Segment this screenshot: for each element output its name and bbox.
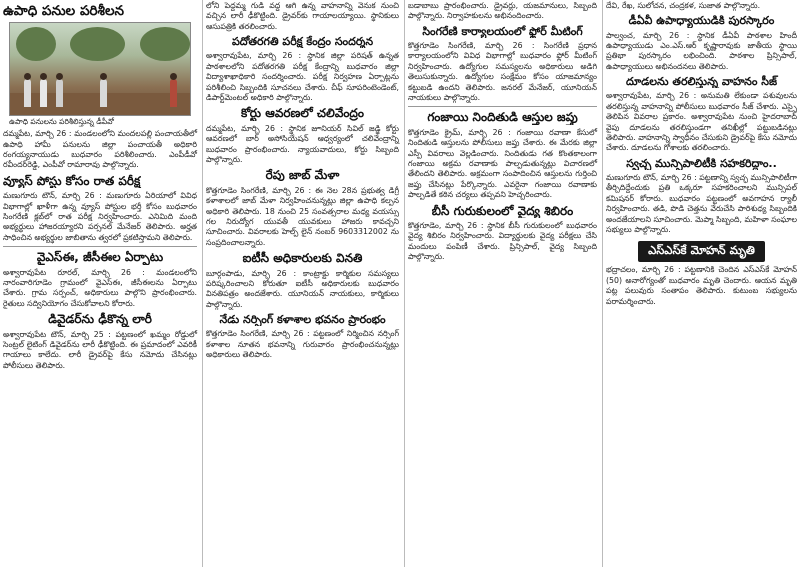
story-text: అశ్వారావుపేట రూరల్, మార్చి 26 : మండలంలోని నారంవారిగూడెం గ్రామంలో వైఎస్ఈ, జీసీఈలను ఏర్పాటు చేశారు. గ్రామ సర్పంచ్, అధికారులు పాల్గొని ప్రారంభించారు. రైతులు సద్వినియోగం చేసుకోవాలని కోరారు.	[3, 267, 197, 308]
column-4	[602, 0, 800, 567]
headline-lorry-divider: డివైడర్‌ను ఢీకొన్న లారీ	[48, 312, 152, 327]
column-3	[404, 0, 600, 567]
headline-vehicle-seized: దూడలను తరలిస్తున్న వాహనం సీజ్	[625, 75, 777, 89]
story-text: కొత్తగూడెం సింగరేణి, మార్చి 26 : పట్టణంలో నిర్మించిన నర్సింగ్ కళాశాల నూతన భవనాన్ని గురువారం ప్రారంభించనున్నట్లు అధికారులు తెలిపారు.	[206, 329, 399, 360]
obituary-heading-wrap	[606, 238, 797, 265]
headline-views-post: వ్యూస్ పోస్టు కోసం రాత పరీక్ష	[3, 173, 141, 188]
photo-tree	[140, 27, 190, 61]
headline-job-mela: రేపు జాబ్ మేళా	[265, 168, 340, 183]
story-text: కొత్తగూడెం సింగరేణి, మార్చి 26 : ఈ నెల 28న ప్రభుత్వ డిగ్రీ కళాశాలలో జాబ్ మేళా నిర్వహించనున్నట్లు జిల్లా ఉపాధి కల్పన అధికారి తెలిపారు. 18 నుంచి 25 సంవత్సరాల మధ్య వయస్సు గల నిరుద్యోగ యువతీ యువకులు హాజరు కావచ్చని సూచించారు. వివరాలకు హెల్ప్ లైన్ నంబర్ 9603312002 ను సంప్రదించాలన్నారు.	[206, 185, 399, 247]
column-1	[0, 0, 200, 567]
story-text: మణుగూరు టౌన్, మార్చి 26 : మణుగూరు ఏరియాలో వివిధ విభాగాల్లో ఖాళీగా ఉన్న వ్యూస్ పోస్టుల భర్తీ కోసం బుధవారం సింగరేణి క్లబ్‌లో రాత పరీక్ష నిర్వహించారు. ఎనిమిది మంది అభ్యర్థులు హాజరయ్యారని పర్సనల్ మేనేజర్ తెలిపారు. అర్హత సాధించిన అభ్యర్థుల జాబితాను త్వరలో ప్రకటిస్తామని తెలిపారు.	[3, 191, 197, 242]
photo-person	[170, 79, 177, 107]
headline-dav-award: డీఏవీ ఉపాధ్యాయుడికి పురస్కారం	[628, 14, 775, 28]
story-text: కొత్తగూడెం క్రైమ్, మార్చి 26 : గంజాయి రవాణా కేసులో నిందితుడి ఆస్తులను పోలీసులు జప్తు చేశారు. ఈ మేరకు జిల్లా ఎస్పీ వివరాలు వెల్లడించారు. నిందితుడు గత కొంతకాలంగా గంజాయి అక్రమ రవాణాకు పాల్పడుతున్నట్లు విచారణలో తేలిందని తెలిపారు. అక్రమంగా సంపాదించిన ఆస్తులను గుర్తించి జప్తు చేసినట్లు పేర్కొన్నారు. ఎవరైనా గంజాయి రవాణాకు పాల్పడితే కఠిన చర్యలు తప్పవని హెచ్చరించారు.	[408, 127, 597, 200]
headline-swachh-municipality: స్వచ్ఛ మున్సిపాలిటీకి సహకరిద్దాం..	[626, 156, 777, 170]
story-text: దమ్మపేట, మార్చి 26 : మండలంలోని మందలపల్లి పంచాయతీలో ఉపాధి హామీ పనులను జిల్లా పంచాయతీ అధికారి రంగయ్యనాయుడు బుధవారం పరిశీలించారు. ఎంపీడీవో రవీందర్‌రెడ్డి, ఎంపీవో రామారావు పాల్గొన్నారు.	[3, 129, 197, 170]
story-text: కొత్తగూడెం, మార్చి 26 : స్థానిక బీసీ గురుకులంలో బుధవారం వైద్య శిబిరం నిర్వహించారు. విద్యార్థులకు వైద్య పరీక్షలు చేసి మందులు పంపిణీ చేశారు. ప్రిన్సిపాల్, వైద్య సిబ్బంది పాల్గొన్నారు.	[408, 221, 597, 262]
headline-medical-camp: బీసీ గురుకులంలో వైద్య శిబిరం	[431, 203, 574, 218]
headline-yse-gce: వైఎస్ఈ, జీసీఈల ఏర్పాటు	[36, 250, 164, 265]
story-text: లోని పెద్దమ్మ గుడి వద్ద ఆగి ఉన్న వాహనాన్ని వెనుక నుంచి వచ్చిన లారీ ఢీకొట్టింది. డ్రైవర్‌కు గాయాలయ్యాయి. స్థానికులు ఆసుపత్రికి తరలించారు.	[206, 1, 399, 31]
divider	[408, 106, 597, 107]
story-text: దేవి, రేఖ, సులోచన, చంద్రకళ, సుజాత పాల్గొన్నారు.	[606, 1, 761, 10]
photo-person	[100, 79, 107, 107]
story-text: దమ్మపేట, మార్చి 26 : స్థానిక జూనియర్ సివిల్ జడ్జి కోర్టు ఆవరణలో బార్ అసోసియేషన్ ఆధ్వర్యంలో చలివేంద్రాన్ని బుధవారం ప్రారంభించారు. న్యాయవాదులు, కోర్టు సిబ్బంది పాల్గొన్నారు.	[206, 123, 399, 165]
story-text: మణుగూరు టౌన్, మార్చి 26 : పట్టణాన్ని స్వచ్ఛ మున్సిపాలిటీగా తీర్చిదిద్దేందుకు ప్రతి ఒక్కరూ సహకరించాలని మున్సిపల్ కమిషనర్ కోరారు. బుధవారం పట్టణంలో అవగాహన ర్యాలీ నిర్వహించారు. తడి, పొడి చెత్తను వేరుచేసి పారిశుధ్య సిబ్బందికి అందజేయాలని సూచించారు. మెప్మా సిబ్బంది, మహిళా సంఘాల సభ్యులు పాల్గొన్నారు.	[606, 173, 797, 235]
story-text: బూర్గంపాడు, మార్చి 26 : కాంట్రాక్టు కార్మికుల సమస్యలు పరిష్కరించాలని కోరుతూ ఐటీసీ అధికారులకు బుధవారం వినతిపత్రం అందజేశారు. యూనియన్ నాయకులు, కార్మికులు పాల్గొన్నారు.	[206, 268, 399, 309]
photo-caption: ఉపాధి పనులను పరిశీలిస్తున్న డీపీవో	[9, 117, 114, 127]
photo-person	[56, 79, 63, 107]
story-text: కొత్తగూడెం సింగరేణి, మార్చి 26 : సింగరేణి ప్రధాన కార్యాలయంలోని వివిధ విభాగాల్లో బుధవారం ఫ్లోర్ మీటింగ్ నిర్వహించారు. ఉద్యోగుల సమస్యలను అధికారులు అడిగి తెలుసుకున్నారు. ఉద్యోగుల సంక్షేమం కోసం యాజమాన్యం కట్టుబడి ఉందని తెలిపారు. జనరల్ మేనేజర్, యూనియన్ నాయకులు పాల్గొన్నారు.	[408, 41, 597, 103]
story-text: అశ్వారావుపేట టౌన్, మార్చి 25 : పట్టణంలో ఖమ్మం రోడ్డులో సెంట్రల్ లైటింగ్ డివైడర్‌ను లారీ ఢీకొట్టింది. ఈ ప్రమాదంలో ఎవరికీ గాయాలు కాలేదు. లారీ డ్రైవర్‌పై కేసు నమోదు చేసినట్లు పోలీసులు తెలిపారు.	[3, 329, 197, 370]
divider	[3, 246, 197, 247]
story-text: భద్రాచలం, మార్చి 26 : పట్టణానికి చెందిన ఎస్ఎస్‌కే మోహన్ (50) అనారోగ్యంతో బుధవారం మృతి చెందారు. ఆయన మృతి పట్ల పలువురు సంతాపం తెలిపారు. కుటుంబ సభ్యులను పరామర్శించారు.	[606, 265, 797, 306]
photo-tree	[70, 27, 125, 61]
headline-nursing-college: నేడు నర్సింగ్ కళాశాల భవనం ప్రారంభం	[219, 313, 386, 327]
headline-floor-meeting: సింగరేణి కార్యాలయంలో ఫ్లోర్ మీటింగ్	[422, 24, 583, 38]
photo-person	[24, 79, 31, 107]
headline-court-chalivendram: కోర్టు ఆవరణలో చలివేంద్రం	[241, 106, 364, 121]
news-photo	[9, 22, 191, 116]
headline-obituary: ఎస్ఎస్‌కే మోహన్ మృతి	[638, 241, 765, 262]
column-2	[202, 0, 402, 567]
story-text: అశ్వారావుపేట, మార్చి 26 : అనుమతి లేకుండా పశువులను తరలిస్తున్న వాహనాన్ని పోలీసులు బుధవారం సీజ్ చేశారు. ఎస్సై తెలిపిన వివరాల ప్రకారం. అశ్వారావుపేట నుంచి హైదరాబాద్ వైపు దూడలను తరలిస్తుండగా తనిఖీల్లో పట్టుబడినట్లు తెలిపారు. వాహనాన్ని స్వాధీనం చేసుకుని డ్రైవర్‌పై కేసు నమోదు చేశారు. దూడలను గోశాలకు తరలించారు.	[606, 91, 797, 153]
story-text: బడాబాబు ప్రారంభించారు. డ్రైవర్లు, యజమానులు, సిబ్బంది పాల్గొన్నారు. నిర్వాహకులను అభినందించారు.	[408, 1, 597, 21]
story-text: అశ్వారావుపేట, మార్చి 26 : స్థానిక జిల్లా పరిషత్ ఉన్నత పాఠశాలలోని పదోతరగతి పరీక్ష కేంద్రాన్ని బుధవారం జిల్లా విద్యాశాఖాధికారి సందర్శించారు. పరీక్ష నిర్వహణ ఏర్పాట్లను పరిశీలించి సిబ్బందికి సూచనలు చేశారు. చీఫ్ సూపరింటెండెంట్, డిపార్ట్‌మెంటల్ అధికారి పాల్గొన్నారు.	[206, 51, 399, 103]
photo-person	[40, 79, 47, 107]
headline-exam-centre: పదోతరగతి పరీక్ష కేంద్రం సందర్శన	[231, 35, 374, 49]
headline-ganja-assets: గంజాయి నిందితుడి ఆస్తుల జప్తు	[427, 110, 578, 125]
story-text: పాల్వంచ, మార్చి 26 : స్థానిక డీఏవీ పాఠశాల హిందీ ఉపాధ్యాయుడు ఎం.ఎస్.ఆర్ కృష్ణారావుకు జాతీయ స్థాయి ప్రతిభా పురస్కారం లభించింది. పాఠశాల ప్రిన్సిపాల్, ఉపాధ్యాయులు అభినందనలు తెలిపారు.	[606, 30, 797, 71]
headline-itc-petition: ఐటీసీ అధికారులకు వినతి	[242, 251, 363, 266]
photo-tree	[16, 27, 56, 61]
headline-upadhi: ఉపాధి పనుల పరిశీలన	[3, 3, 125, 19]
